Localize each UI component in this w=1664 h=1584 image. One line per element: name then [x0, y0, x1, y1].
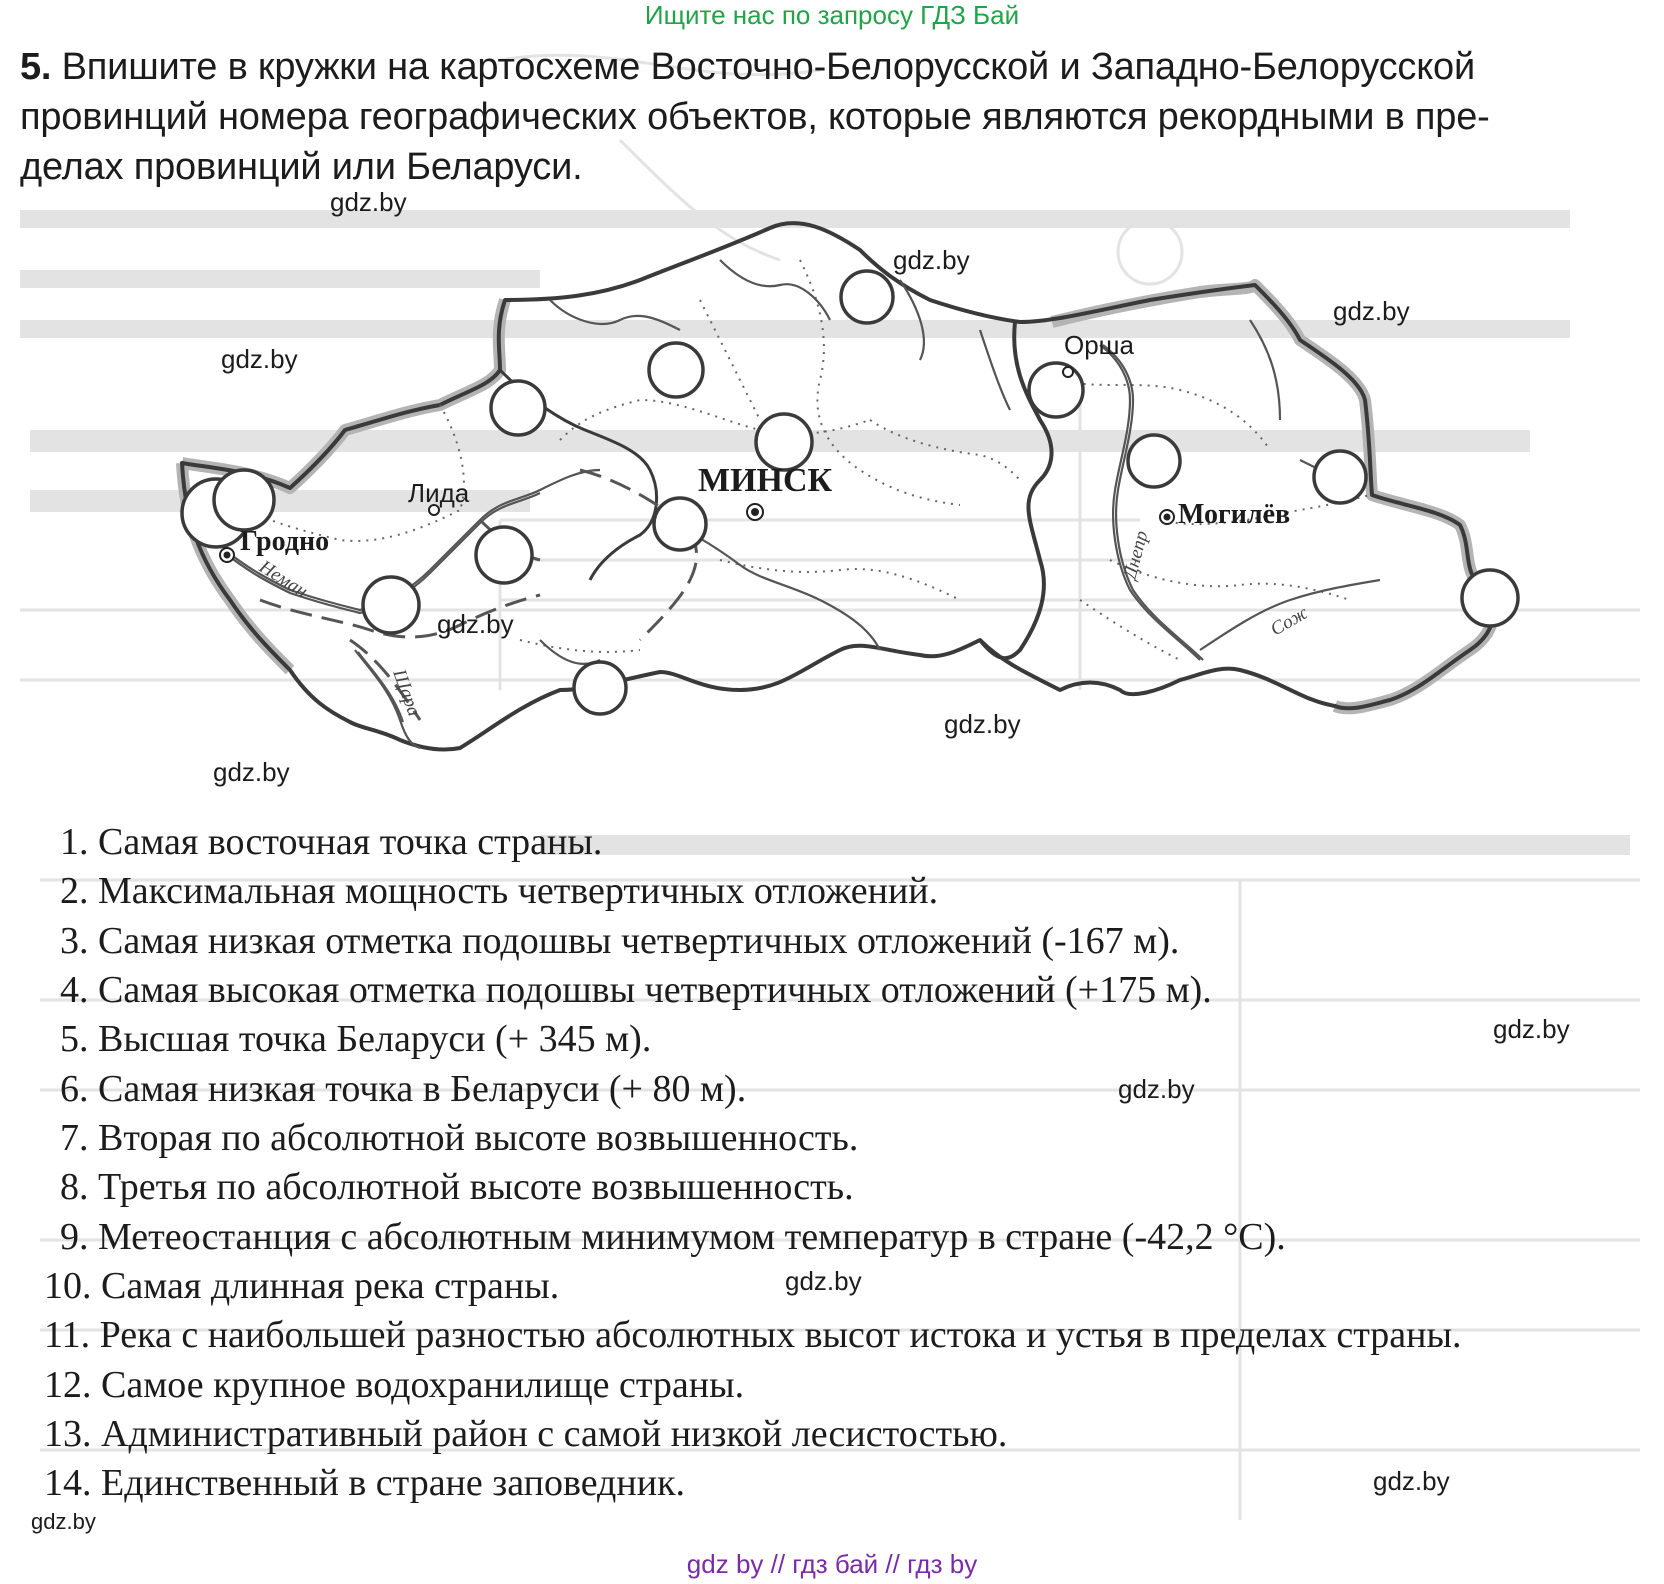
list-item: 2. Максимальная мощность четвертичных отложений.	[60, 870, 939, 912]
list-item: 1. Самая восточная точка страны.	[60, 821, 603, 863]
watermark: gdz.by	[1118, 1074, 1195, 1104]
task-line-1-text: Впишите в кружки на картосхеме Восточно-Белорусской и Западно-Белорусской	[61, 46, 1476, 88]
city-grodno: Гродно	[240, 526, 330, 557]
answer-circle	[841, 271, 893, 323]
task-line-3: делах провинций или Беларуси.	[20, 146, 583, 188]
river-shchara: Щара	[388, 666, 425, 720]
answer-circle	[214, 470, 274, 530]
answer-circle	[1029, 363, 1083, 417]
task-number: 5.	[20, 46, 52, 88]
watermark: gdz.by	[437, 609, 514, 639]
answer-circle	[654, 498, 706, 550]
answer-circle	[1128, 435, 1180, 487]
river-neman: Неман	[255, 556, 312, 603]
city-mogilev: Могилёв	[1178, 499, 1291, 530]
river-sozh: Сож	[1267, 602, 1312, 641]
task-line-2: провинций номера географических объектов, которые являются рекордными в пре-	[20, 96, 1490, 138]
list-item: 7. Вторая по абсолютной высоте возвышенность.	[60, 1117, 859, 1159]
answer-circle	[574, 662, 626, 714]
list-item: 6. Самая низкая точка в Беларуси (+ 80 м).	[60, 1068, 747, 1110]
watermark: gdz.by	[1373, 1466, 1450, 1496]
province-outline	[182, 223, 1493, 749]
list-item: 8. Третья по абсолютной высоте возвышенность.	[60, 1166, 854, 1208]
watermark: gdz.by	[785, 1266, 862, 1296]
list-item: 5. Высшая точка Беларуси (+ 345 м).	[60, 1018, 652, 1060]
watermark: gdz.by	[221, 344, 298, 374]
answer-circle	[1314, 451, 1366, 503]
list-item: 10. Самая длинная река страны.	[44, 1265, 560, 1307]
watermark: gdz.by	[893, 245, 970, 275]
watermark: gdz.by	[1333, 296, 1410, 326]
watermark: gdz.by	[213, 757, 290, 787]
list-item: 12. Самое крупное водохранилище страны.	[44, 1364, 745, 1406]
state-border-band	[182, 285, 1493, 708]
city-lida: Лида	[408, 478, 470, 508]
list-item: 4. Самая высокая отметка подошвы четвертичных отложений (+175 м).	[60, 969, 1212, 1011]
region-boundaries	[260, 470, 697, 720]
list-item: 14. Единственный в стране заповедник.	[44, 1462, 686, 1504]
list-item: 3. Самая низкая отметка подошвы четвертичных отложений (-167 м).	[60, 920, 1180, 962]
answer-circle	[491, 381, 545, 435]
top-banner: Ищите нас по запросу ГДЗ Бай	[644, 0, 1020, 30]
city-orsha: Орша	[1064, 330, 1135, 360]
river-dnepr: Днепр	[1119, 528, 1153, 582]
footer: gdz by // гдз бай // гдз by	[686, 1549, 978, 1579]
city-minsk: МИНСК	[698, 462, 833, 499]
answer-circle	[1462, 570, 1518, 626]
answer-circle	[649, 343, 703, 397]
watermark: gdz.by	[1493, 1014, 1570, 1044]
answer-circle	[476, 527, 532, 583]
watermark: gdz.by	[330, 187, 407, 217]
list-item: 11. Река с наибольшей разностью абсолютных высот истока и устья в пределах страны.	[44, 1314, 1462, 1356]
watermark: gdz.by	[944, 709, 1021, 739]
watermark: gdz.by	[31, 1509, 96, 1534]
list-item: 9. Метеостанция с абсолютным минимумом температур в стране (-42,2 °С).	[60, 1216, 1286, 1258]
list-item: 13. Административный район с самой низкой лесистостью.	[44, 1413, 1008, 1455]
answer-circle	[363, 577, 419, 633]
